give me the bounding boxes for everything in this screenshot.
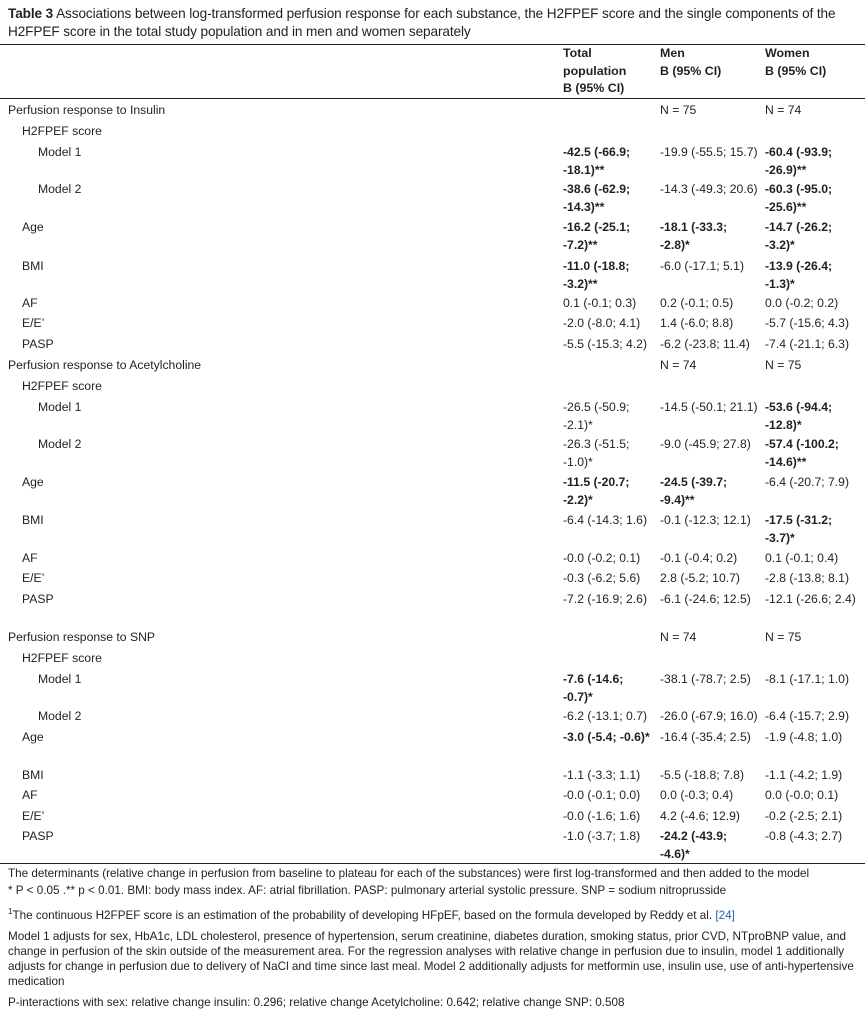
cell-men: -24.2 (-43.9; -4.6)* — [660, 829, 728, 861]
cell-women: -57.4 (-100.2; -14.6)** — [765, 437, 839, 469]
cell-women: 0.0 (-0.2; 0.2) — [765, 296, 839, 310]
cell-women: -1.9 (-4.8; 1.0) — [765, 730, 843, 744]
cell-men: -6.1 (-24.6; 12.5) — [660, 592, 751, 606]
cell-women: -6.4 (-20.7; 7.9) — [765, 475, 849, 489]
cell-men: -26.0 (-67.9; 16.0) — [660, 709, 758, 723]
row-label: AF — [22, 788, 38, 802]
table-notes — [8, 866, 856, 1016]
cell-total: -16.2 (-25.1; -7.2)** — [563, 220, 631, 252]
row-label: E/E’ — [22, 571, 45, 585]
row-label: Model 1 — [38, 145, 82, 159]
cell-men: -14.3 (-49.3; 20.6) — [660, 182, 758, 196]
table-label: Table 3 — [8, 6, 54, 21]
row-label: H2FPEF score — [22, 379, 102, 393]
header-top-rule — [0, 44, 865, 45]
header-women — [765, 45, 826, 80]
row-label: Model 2 — [38, 437, 82, 451]
cell-men: -0.1 (-0.4; 0.2) — [660, 551, 738, 565]
row-label: E/E’ — [22, 316, 45, 330]
row-label: Age — [22, 220, 44, 234]
cell-women: -7.4 (-21.1; 6.3) — [765, 337, 849, 351]
row-label: Model 1 — [38, 672, 82, 686]
cell-women: 0.0 (-0.0; 0.1) — [765, 788, 839, 802]
header-men — [660, 45, 721, 80]
row-label: Perfusion response to Insulin — [8, 103, 166, 117]
row-label: Model 2 — [38, 182, 82, 196]
cell-men: 2.8 (-5.2; 10.7) — [660, 571, 740, 585]
cell-men: -6.0 (-17.1; 5.1) — [660, 259, 744, 273]
header-total-line3: B (95% CI) — [563, 81, 625, 95]
header-total-line1: Total — [563, 46, 592, 60]
cell-men: N = 74 — [660, 358, 697, 372]
cell-women: -2.8 (-13.8; 8.1) — [765, 571, 849, 585]
cell-women: -12.1 (-26.6; 2.4) — [765, 592, 856, 606]
cell-men: -24.5 (-39.7; -9.4)** — [660, 475, 728, 507]
row-label: Model 1 — [38, 400, 82, 414]
header-men-line2: B (95% CI) — [660, 63, 722, 78]
cell-total: -0.0 (-1.6; 1.6) — [563, 809, 641, 823]
cell-women: -0.2 (-2.5; 2.1) — [765, 809, 843, 823]
header-total — [563, 45, 626, 98]
cell-men: -14.5 (-50.1; 21.1) — [660, 400, 758, 414]
cell-total: -7.2 (-16.9; 2.6) — [563, 592, 647, 606]
row-label: E/E’ — [22, 809, 45, 823]
footnote-mark: 1 — [8, 907, 13, 916]
cell-total: -0.0 (-0.2; 0.1) — [563, 551, 641, 565]
row-label: PASP — [22, 592, 54, 606]
note-h2fpef — [8, 904, 856, 923]
row-label: AF — [22, 551, 38, 565]
row-label: Model 2 — [38, 709, 82, 723]
cell-total: 0.1 (-0.1; 0.3) — [563, 296, 637, 310]
row-label: PASP — [22, 829, 54, 843]
row-label: Perfusion response to SNP — [8, 630, 156, 644]
header-women-line1: Women — [765, 46, 810, 60]
cell-women: -0.8 (-4.3; 2.7) — [765, 829, 843, 843]
cell-total: -26.3 (-51.5; -1.0)* — [563, 437, 630, 469]
cell-total: -42.5 (-66.9; -18.1)** — [563, 145, 631, 177]
row-label: H2FPEF score — [22, 651, 102, 665]
row-label: AF — [22, 296, 38, 310]
cell-total: -38.6 (-62.9; -14.3)** — [563, 182, 631, 214]
note-determinants: The determinants (relative change in perfusion from baseline to plateau for each of the substances) were first log-transformed and then added to the model — [8, 867, 810, 880]
cell-men: 0.2 (-0.1; 0.5) — [660, 296, 734, 310]
row-label: BMI — [22, 259, 44, 273]
cell-total: -11.0 (-18.8; -3.2)** — [563, 259, 630, 291]
cell-women: -14.7 (-26.2; -3.2)* — [765, 220, 833, 252]
cell-men: N = 74 — [660, 630, 697, 644]
row-label: Perfusion response to Acetylcholine — [8, 358, 202, 372]
cell-women: -1.1 (-4.2; 1.9) — [765, 768, 843, 782]
caption-text: Associations between log-transformed perfusion response for each substance, the H2FPEF score and the single components of the H2FPEF score in the total study population and in men and women separately — [8, 6, 836, 39]
cell-men: 0.0 (-0.3; 0.4) — [660, 788, 734, 802]
row-label: BMI — [22, 513, 44, 527]
table-caption — [8, 5, 858, 41]
cell-women: N = 74 — [765, 103, 802, 117]
row-label: H2FPEF score — [22, 124, 102, 138]
header-bottom-rule — [0, 98, 865, 99]
cell-men: 1.4 (-6.0; 8.8) — [660, 316, 734, 330]
note-interactions: P-interactions with sex: relative change insulin: 0.296; relative change Acetylcholine: 0.642; relative change SNP: 0.508 — [8, 995, 625, 1009]
table-bottom-rule — [0, 863, 865, 864]
cell-men: 4.2 (-4.6; 12.9) — [660, 809, 740, 823]
cell-total: -1.1 (-3.3; 1.1) — [563, 768, 641, 782]
header-total-line2: population — [563, 63, 627, 78]
cell-women: N = 75 — [765, 358, 802, 372]
cell-total: -5.5 (-15.3; 4.2) — [563, 337, 647, 351]
cell-total: -26.5 (-50.9; -2.1)* — [563, 400, 630, 432]
cell-women: -53.6 (-94.4; -12.8)* — [765, 400, 833, 432]
cell-women: -5.7 (-15.6; 4.3) — [765, 316, 849, 330]
cell-women: N = 75 — [765, 630, 802, 644]
note-significance: * P < 0.05 .** p < 0.01. BMI: body mass index. AF: atrial fibrillation. PASP: pulmonary arterial systolic pressure. SNP = sodium nitroprusside — [8, 884, 727, 897]
cell-men: N = 75 — [660, 103, 697, 117]
cell-total: -6.4 (-14.3; 1.6) — [563, 513, 647, 527]
cell-total: -0.0 (-0.1; 0.0) — [563, 788, 641, 802]
cell-men: -6.2 (-23.8; 11.4) — [660, 337, 750, 351]
cell-total: -0.3 (-6.2; 5.6) — [563, 571, 641, 585]
cell-women: -13.9 (-26.4; -1.3)* — [765, 259, 833, 291]
row-label: Age — [22, 730, 44, 744]
header-women-line2: B (95% CI) — [765, 63, 827, 78]
cell-men: -0.1 (-12.3; 12.1) — [660, 513, 751, 527]
cell-men: -18.1 (-33.3; -2.8)* — [660, 220, 728, 252]
cell-women: -60.3 (-95.0; -25.6)** — [765, 182, 833, 214]
cell-men: -38.1 (-78.7; 2.5) — [660, 672, 751, 686]
cell-women: -6.4 (-15.7; 2.9) — [765, 709, 849, 723]
cell-men: -5.5 (-18.8; 7.8) — [660, 768, 744, 782]
cell-total: -2.0 (-8.0; 4.1) — [563, 316, 641, 330]
note-h2fpef-text: The continuous H2FPEF score is an estimation of the probability of developing HFpEF, based on the formula developed by Reddy et al. — [12, 908, 713, 922]
note-model: Model 1 adjusts for sex, HbA1c, LDL cholesterol, presence of hypertension, serum creatinine, diabetes duration, smoking status, prior CVD, NTproBNP value, and change in perfusion of the skin outside of the measurement area. For the regression analyses with relative change in perfusion due to insulin, model 1 additionally adjusts for change in perfusion due to delivery of NaCl and time since last meal. Model 2 additionally adjusts for metformin use, insulin use, use of anti-hypertensive medication — [8, 929, 854, 988]
cell-women: -60.4 (-93.9; -26.9)** — [765, 145, 833, 177]
cell-women: -8.1 (-17.1; 1.0) — [765, 672, 849, 686]
cell-men: -9.0 (-45.9; 27.8) — [660, 437, 751, 451]
reference-link[interactable]: [24] — [715, 908, 735, 922]
cell-total: -3.0 (-5.4; -0.6)* — [563, 730, 650, 744]
cell-total: -7.6 (-14.6; -0.7)* — [563, 672, 624, 704]
cell-women: 0.1 (-0.1; 0.4) — [765, 551, 839, 565]
cell-total: -1.0 (-3.7; 1.8) — [563, 829, 641, 843]
cell-men: -19.9 (-55.5; 15.7) — [660, 145, 758, 159]
cell-total: -11.5 (-20.7; -2.2)* — [563, 475, 630, 507]
cell-men: -16.4 (-35.4; 2.5) — [660, 730, 751, 744]
cell-women: -17.5 (-31.2; -3.7)* — [765, 513, 833, 545]
cell-total: -6.2 (-13.1; 0.7) — [563, 709, 647, 723]
header-men-line1: Men — [660, 46, 685, 60]
row-label: Age — [22, 475, 44, 489]
row-label: BMI — [22, 768, 44, 782]
row-label: PASP — [22, 337, 54, 351]
